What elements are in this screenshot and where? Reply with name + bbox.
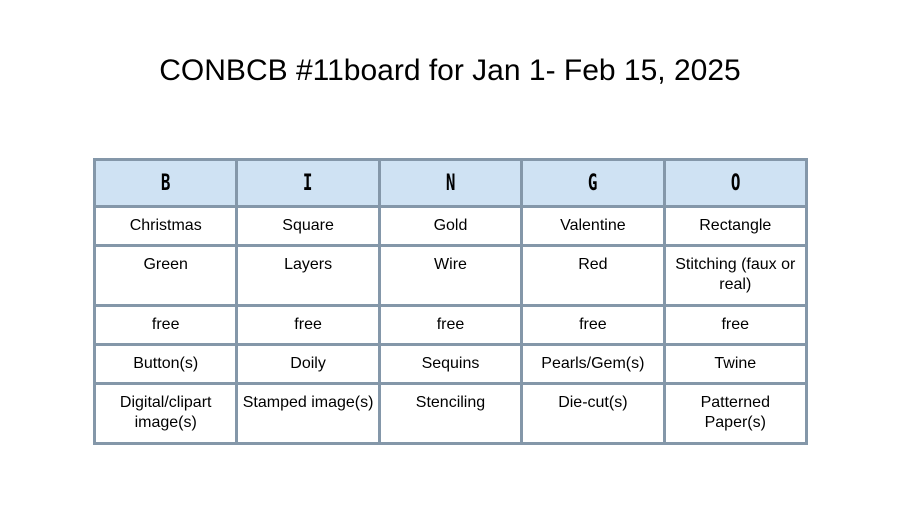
board-row-1 (95, 207, 807, 246)
board-cell: Rectangle (664, 207, 806, 246)
board-cell: Die-cut(s) (522, 384, 664, 444)
header-cell-o: O (664, 160, 806, 207)
board-cell: Sequins (379, 345, 521, 384)
board-cell-free: free (95, 306, 237, 345)
board-row-3 (95, 306, 807, 345)
board-cell: Red (522, 246, 664, 306)
board-cell: Layers (237, 246, 379, 306)
board-cell: Christmas (95, 207, 237, 246)
board-cell: Stamped image(s) (237, 384, 379, 444)
board-cell-free: free (237, 306, 379, 345)
board-cell: Stitching (faux or real) (664, 246, 806, 306)
board-cell: Doily (237, 345, 379, 384)
header-row (95, 160, 807, 207)
board-cell: Square (237, 207, 379, 246)
header-cell-i: I (237, 160, 379, 207)
board-cell: Green (95, 246, 237, 306)
board-cell: Button(s) (95, 345, 237, 384)
board-cell-free: free (379, 306, 521, 345)
header-cell-g: G (522, 160, 664, 207)
board-cell: Stenciling (379, 384, 521, 444)
header-cell-b: B (95, 160, 237, 207)
board-cell-free: free (664, 306, 806, 345)
header-cell-n: N (379, 160, 521, 207)
board-cell: Twine (664, 345, 806, 384)
board-title: CONBCB #11board for Jan 1- Feb 15, 2025 (159, 54, 741, 87)
board-cell-free: free (522, 306, 664, 345)
board-cell: Patterned Paper(s) (664, 384, 806, 444)
bingo-board (93, 158, 808, 445)
board-cell: Valentine (522, 207, 664, 246)
board-row-4 (95, 345, 807, 384)
board-cell: Wire (379, 246, 521, 306)
board-cell: Gold (379, 207, 521, 246)
board-cell: Pearls/Gem(s) (522, 345, 664, 384)
board-row-5 (95, 384, 807, 444)
board-row-2 (95, 246, 807, 306)
board-cell: Digital/clipart image(s) (95, 384, 237, 444)
